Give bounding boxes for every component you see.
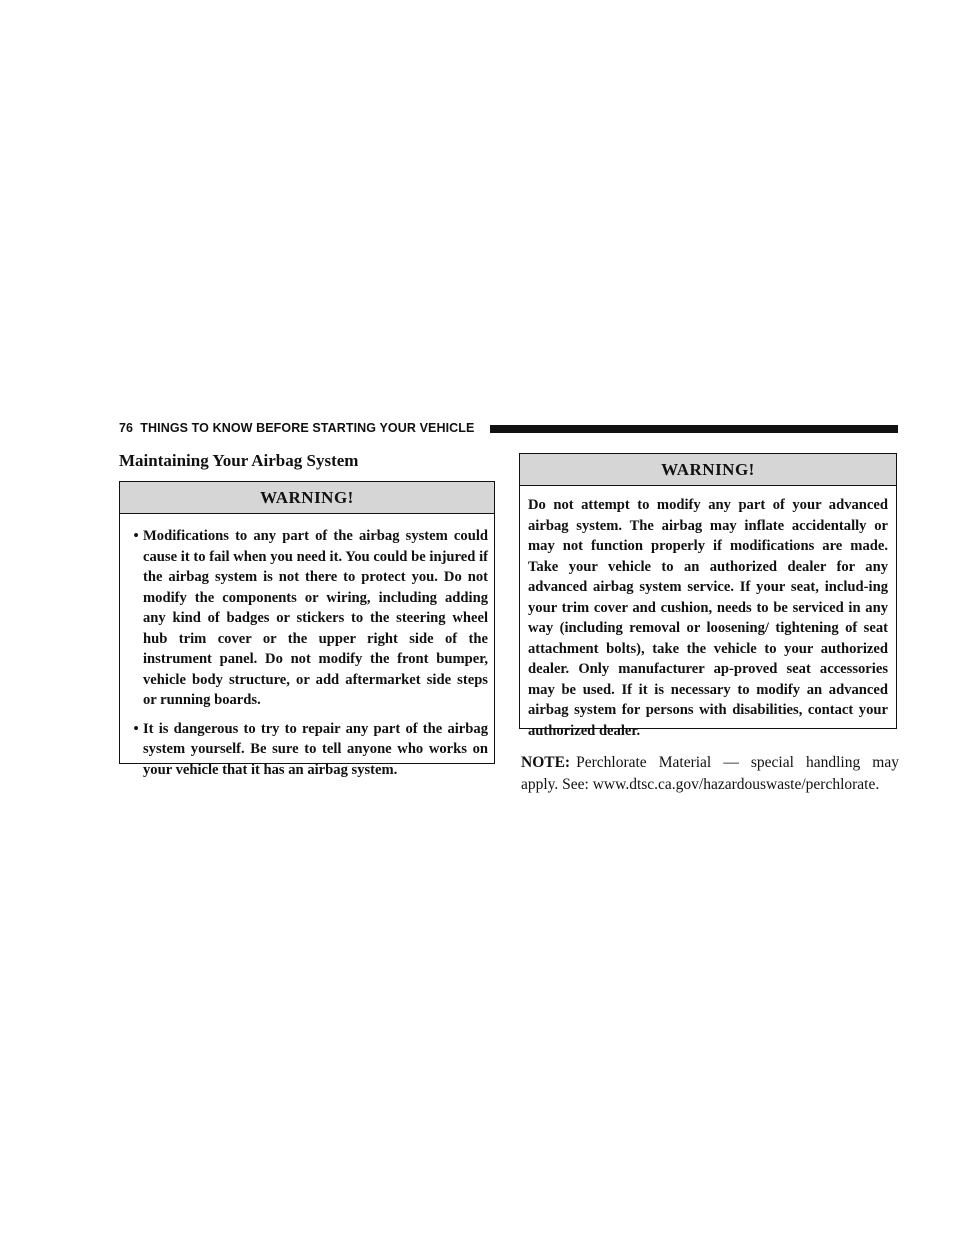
running-header — [119, 418, 898, 440]
header-rule — [490, 425, 898, 433]
warning-body-left — [120, 514, 494, 780]
warning-heading-right: WARNING! — [520, 454, 896, 486]
warning-bullet — [129, 719, 488, 781]
header-title: THINGS TO KNOW BEFORE STARTING YOUR VEHICLE — [140, 421, 475, 435]
warning-body-right: Do not attempt to modify any part of your advanced airbag system. The airbag may inflate accidentally or may not function properly if modifications are made. Take your vehicle to an authorized dealer for any advanced airbag system service. If your seat, includ-ing your trim cover and cushion, needs to be serviced in any way (including removal or loosening/ tightening of seat attachment bolts), take the vehicle to your authorized dealer. Only manufacturer ap-proved seat accessories may be used. If it is necessary to modify an advanced airbag system for persons with disabilities, contact your authorized dealer. — [528, 497, 888, 739]
warning-box-right — [519, 453, 897, 739]
bullet-icon: • — [133, 720, 139, 737]
warning-heading-left: WARNING! — [120, 482, 494, 514]
note-label: NOTE: — [521, 754, 571, 771]
section-title: Maintaining Your Airbag System — [119, 451, 359, 470]
header-text — [119, 421, 474, 435]
bullet-text: It is dangerous to try to repair any part of the airbag system yourself. Be sure to tell anyone who works on your vehicle that it has an airbag system. — [143, 720, 488, 778]
bullet-icon: • — [133, 528, 139, 544]
warning-bullet — [129, 526, 488, 711]
note-text: Perchlorate Material — special handling may apply. See: www.dtsc.ca.gov/hazardouswaste/perchlorate. — [521, 754, 899, 793]
note-paragraph — [521, 752, 899, 796]
bullet-text: Modifications to any part of the airbag system could cause it to fail when you need it. You could be injured if the airbag system is not there to protect you. Do not modify the components or wiring, including adding any kind of badges or stickers to the steering wheel hub trim cover or the upper right side of the instrument panel. Do not modify the front bumper, vehicle body structure, or add aftermarket side steps or running boards. — [143, 528, 488, 708]
page-number: 76 — [119, 421, 134, 435]
warning-box-left — [119, 481, 495, 778]
